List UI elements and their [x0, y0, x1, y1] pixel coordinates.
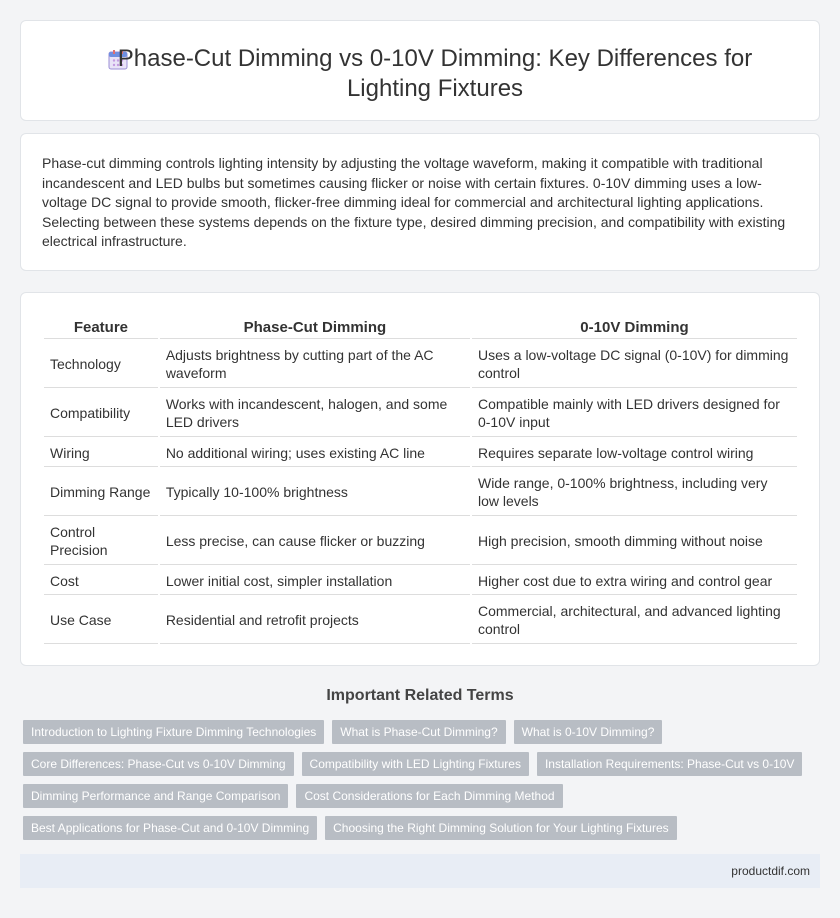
table-row	[44, 390, 797, 437]
related-term-tag[interactable]: Core Differences: Phase-Cut vs 0-10V Dimming	[23, 752, 294, 776]
page-title: Phase-Cut Dimming vs 0-10V Dimming: Key Differences for Lighting Fixtures	[117, 45, 753, 102]
comparison-table	[42, 314, 799, 646]
0-10v-cell: Uses a low-voltage DC signal (0-10V) for dimming control	[472, 341, 797, 388]
title-card	[20, 20, 820, 121]
0-10v-cell: Requires separate low-voltage control wiring	[472, 439, 797, 467]
related-term-tag[interactable]: Installation Requirements: Phase-Cut vs 0-10V	[537, 752, 802, 776]
feature-cell: Dimming Range	[44, 469, 158, 516]
0-10v-cell: Wide range, 0-100% brightness, including very low levels	[472, 469, 797, 516]
comparison-card	[20, 292, 820, 666]
0-10v-cell: Compatible mainly with LED drivers designed for 0-10V input	[472, 390, 797, 437]
intro-paragraph: Phase-cut dimming controls lighting intensity by adjusting the voltage waveform, making it compatible with traditional incandescent and LED bulbs but sometimes causing flicker or noise with certain fixtures. 0-10V dimming uses a low-voltage DC signal to provide smooth, flicker-free dimming ideal for commercial and architectural lighting applications. Selecting between these systems depends on the fixture type, desired dimming precision, and compatibility with existing electrical infrastructure.	[42, 155, 786, 250]
header-feature: Feature	[44, 316, 158, 339]
related-term-tag[interactable]: Choosing the Right Dimming Solution for Your Lighting Fixtures	[325, 816, 677, 840]
table-row	[44, 567, 797, 595]
phase-cut-cell: Less precise, can cause flicker or buzzing	[160, 518, 470, 565]
related-term-tag[interactable]: Compatibility with LED Lighting Fixtures	[302, 752, 529, 776]
related-term-tag[interactable]: What is 0-10V Dimming?	[514, 720, 663, 744]
header-0-10v: 0-10V Dimming	[472, 316, 797, 339]
0-10v-cell: Higher cost due to extra wiring and control gear	[472, 567, 797, 595]
related-term-tag[interactable]: Dimming Performance and Range Comparison	[23, 784, 288, 808]
phase-cut-cell: Residential and retrofit projects	[160, 597, 470, 644]
related-terms-tags	[23, 720, 803, 848]
table-header-row	[44, 316, 797, 339]
feature-cell: Wiring	[44, 439, 158, 467]
header-phase-cut: Phase-Cut Dimming	[160, 316, 470, 339]
phase-cut-cell: Lower initial cost, simpler installation	[160, 567, 470, 595]
tag-row	[23, 784, 803, 808]
related-term-tag[interactable]: Introduction to Lighting Fixture Dimming Technologies	[23, 720, 324, 744]
feature-cell: Cost	[44, 567, 158, 595]
footer-site-link[interactable]: productdif.com	[731, 864, 810, 878]
table-row	[44, 469, 797, 516]
intro-card	[20, 133, 820, 271]
feature-cell: Technology	[44, 341, 158, 388]
table-row	[44, 597, 797, 644]
tag-row	[23, 720, 803, 744]
tag-row	[23, 816, 803, 840]
feature-cell: Compatibility	[44, 390, 158, 437]
feature-cell: Use Case	[44, 597, 158, 644]
phase-cut-cell: Adjusts brightness by cutting part of the AC waveform	[160, 341, 470, 388]
table-row	[44, 439, 797, 467]
footer	[20, 854, 820, 888]
0-10v-cell: High precision, smooth dimming without noise	[472, 518, 797, 565]
0-10v-cell: Commercial, architectural, and advanced lighting control	[472, 597, 797, 644]
table-row	[44, 518, 797, 565]
related-terms-title: Important Related Terms	[326, 687, 514, 704]
tag-row	[23, 752, 803, 776]
phase-cut-cell: Typically 10-100% brightness	[160, 469, 470, 516]
related-term-tag[interactable]: What is Phase-Cut Dimming?	[332, 720, 505, 744]
phase-cut-cell: Works with incandescent, halogen, and some LED drivers	[160, 390, 470, 437]
table-row	[44, 341, 797, 388]
feature-cell: Control Precision	[44, 518, 158, 565]
related-term-tag[interactable]: Best Applications for Phase-Cut and 0-10V Dimming	[23, 816, 317, 840]
related-term-tag[interactable]: Cost Considerations for Each Dimming Method	[296, 784, 562, 808]
phase-cut-cell: No additional wiring; uses existing AC line	[160, 439, 470, 467]
